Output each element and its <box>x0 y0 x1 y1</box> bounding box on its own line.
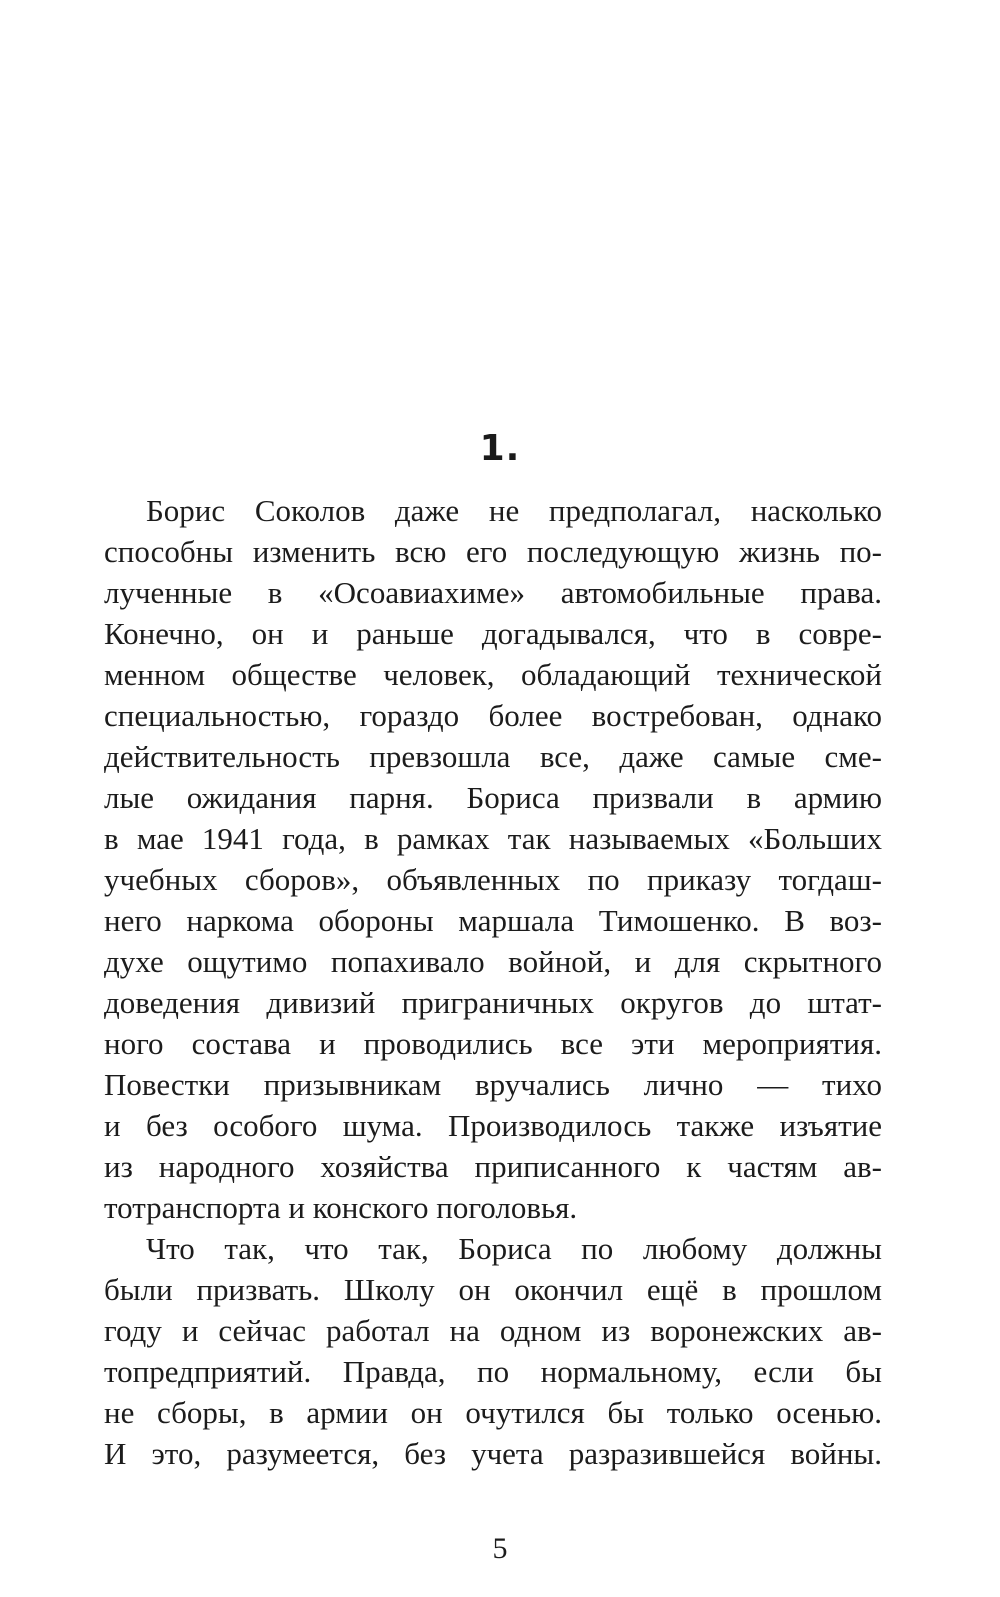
text-line: Конечно, он и раньше догадывался, что в совре- <box>104 616 882 651</box>
text-line: учебных сборов», объявленных по приказу тогдаш- <box>104 862 882 897</box>
text-line: лые ожидания парня. Бориса призвали в армию <box>104 780 882 815</box>
page-number: 5 <box>492 1532 508 1565</box>
text-line: способны изменить всю его последующую жизнь по- <box>104 534 882 569</box>
text-line: Борис Соколов даже не предполагал, насколько <box>146 493 882 528</box>
text-line: из народного хозяйства приписанного к частям ав- <box>104 1149 882 1184</box>
text-line: действительность превзошла все, даже самые сме- <box>104 739 882 774</box>
text-line: лученные в «Осоавиахиме» автомобильные права. <box>104 575 882 610</box>
text-line: И это, разумеется, без учета разразившейся войны. <box>104 1436 882 1471</box>
text-line: специальностью, гораздо более востребован, однако <box>104 698 882 733</box>
text-line: в мае 1941 года, в рамках так называемых «Больших <box>104 821 882 856</box>
text-line: духе ощутимо попахивало войной, и для скрытного <box>104 944 882 979</box>
text-line: Повестки призывникам вручались лично — тихо <box>104 1067 882 1102</box>
chapter-number: 1. <box>479 428 521 469</box>
text-line: доведения дивизий приграничных округов до штат- <box>104 985 882 1020</box>
text-line: Что так, что так, Бориса по любому должны <box>146 1231 882 1266</box>
text-line: него наркома обороны маршала Тимошенко. В воз- <box>104 903 882 938</box>
text-line: были призвать. Школу он окончил ещё в прошлом <box>104 1272 882 1307</box>
text-line: и без особого шума. Производилось также изъятие <box>104 1108 882 1143</box>
text-line: году и сейчас работал на одном из воронежских ав- <box>104 1313 882 1348</box>
text-line: тотранспорта и конского поголовья. <box>104 1190 578 1225</box>
text-line: топредприятий. Правда, по нормальному, если бы <box>104 1354 882 1389</box>
chapter-body <box>104 490 882 1474</box>
text-line: ного состава и проводились все эти мероприятия. <box>104 1026 882 1061</box>
text-line: менном обществе человек, обладающий технической <box>104 657 882 692</box>
text-line: не сборы, в армии он очутился бы только осенью. <box>104 1395 882 1430</box>
